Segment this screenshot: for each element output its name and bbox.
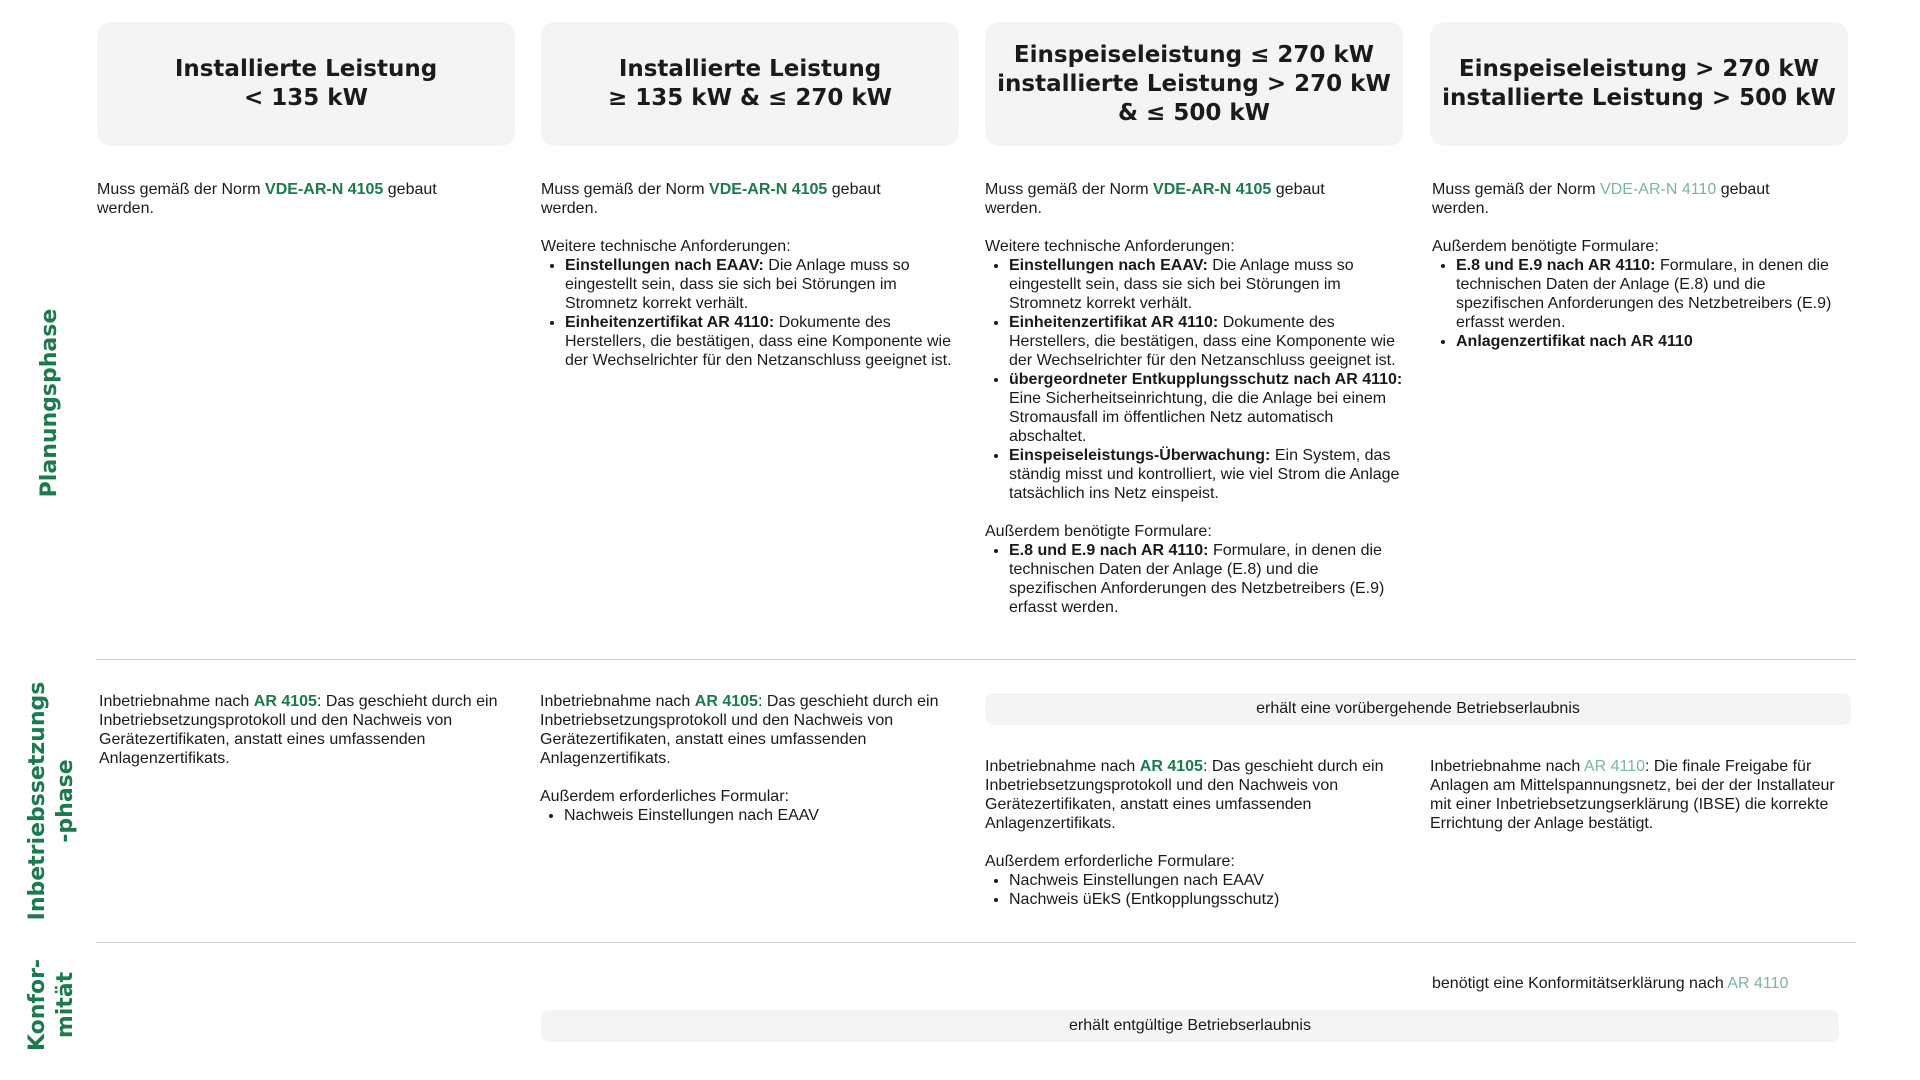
list-item: • Einheitenzertifikat AR 4110: Dokumente des Herstellers, die bestätigen, dass eine Komponente wie der Wechselrichter für den Netzanschluss geeignet ist. xyxy=(1009,313,1405,370)
list-item: • Einstellungen nach EAAV: Die Anlage muss so eingestellt sein, dass sie sich bei Störungen im Stromnetz korrekt verhält. xyxy=(1009,256,1405,313)
column-header-4 xyxy=(1430,22,1848,146)
list-item: • E.8 und E.9 nach AR 4110: Formulare, in denen die technischen Daten der Anlage (E.8) und die spezifischen Anforderungen des Netzbetreibers (E.9) erfasst werden. xyxy=(1009,541,1405,617)
inbetrieb-cell-col4: Inbetriebnahme nach AR 4110: Die finale Freigabe für Anlagen am Mittelspannungsnetz, bei der der Installateur mit einer Inbetriebsetzungserklärung (IBSE) die korrekte Errichtung der Anlage bestätigt. xyxy=(1430,758,1835,832)
row-divider xyxy=(96,659,1856,660)
inbetrieb-cell-col2: Inbetriebnahme nach AR 4105: Das geschieht durch ein Inbetriebsetzungsprotokoll und den Nachweis von Gerätezertifikaten, anstatt eines umfassenden Anlagenzertifikats. Außerdem erforderliches Formular: • Nachweis Einstellungen nach EAAV xyxy=(540,692,960,825)
row-label-konformitaet: Konfor- mität xyxy=(25,958,78,1052)
column-header-line: Einspeiseleistung ≤ 270 kW xyxy=(1013,41,1375,68)
final-permit-banner: erhält entgültige Betriebserlaubnis xyxy=(541,1010,1839,1042)
list-item: • Einheitenzertifikat AR 4110: Dokumente des Herstellers, die bestätigen, dass eine Komponente wie der Wechselrichter für den Netzanschluss geeignet ist. xyxy=(565,313,961,370)
planung-cell-col1: Muss gemäß der Norm VDE-AR-N 4105 gebaut werden. xyxy=(97,181,437,217)
list-item: • Einspeiseleistungs-Überwachung: Ein System, das ständig misst und kontrolliert, wie viel Strom die Anlage tatsächlich ins Netz einspeist. xyxy=(1009,446,1405,503)
list-item: • E.8 und E.9 nach AR 4110: Formulare, in denen die technischen Daten der Anlage (E.8) und die spezifischen Anforderungen des Netzbetreibers (E.9) erfasst werden. xyxy=(1456,256,1852,332)
list-item: • Einstellungen nach EAAV: Die Anlage muss so eingestellt sein, dass sie sich bei Störungen im Stromnetz korrekt verhält. xyxy=(565,256,961,313)
list-item: • Nachweis Einstellungen nach EAAV xyxy=(1009,871,1405,890)
column-header-line: < 135 kW xyxy=(244,85,368,111)
column-header-line: Installierte Leistung xyxy=(618,56,882,82)
planung-cell-col3: Muss gemäß der Norm VDE-AR-N 4105 gebaut werden. Weitere technische Anforderungen: • Einstellungen nach EAAV: Die Anlage muss so eingestellt sein, dass sie sich bei Störungen im Stromnetz korrekt verhält. • Einheitenzertifikat AR 4110: Dokumente des Herstellers, die bestätigen, dass eine Komponente wie der Wechselrichter für den Netzanschluss geeignet ist. • übergeordneter Entkupplungsschutz nach AR 4110: Eine Sicherheitseinrichtung, die die Anlage bei einem Stromausfall im öffentlichen Netz automatisch abschaltet. • Einspeiseleistungs-Überwachung: Ein System, das ständig misst und kontrolliert, wie viel Strom die Anlage tatsächlich ins Netz einspeist. Außerdem benötigte Formulare: • E.8 und E.9 nach AR 4110: Formulare, in denen die technischen Daten der Anlage (E.8) und die spezifischen Anforderungen des Netzbetreibers (E.9) erfasst werden. xyxy=(985,180,1405,617)
konform-cell-col4: benötigt eine Konformitätserklärung nach AR 4110 xyxy=(1432,975,1789,992)
planung-cell-col4: Muss gemäß der Norm VDE-AR-N 4110 gebaut werden. Außerdem benötigte Formulare: • E.8 und E.9 nach AR 4110: Formulare, in denen die technischen Daten der Anlage (E.8) und die spezifischen Anforderungen des Netzbetreibers (E.9) erfasst werden. • Anlagenzertifikat nach AR 4110 xyxy=(1432,180,1852,351)
list-item: • übergeordneter Entkupplungsschutz nach AR 4110: Eine Sicherheitseinrichtung, die die Anlage bei einem Stromausfall im öffentlichen Netz automatisch abschaltet. xyxy=(1009,370,1405,446)
column-header-line: ≥ 135 kW & ≤ 270 kW xyxy=(608,85,892,111)
column-header-3 xyxy=(985,22,1403,146)
column-header-line: Installierte Leistung xyxy=(174,56,438,82)
column-header-1 xyxy=(97,22,515,146)
inbetrieb-cell-col3: Inbetriebnahme nach AR 4105: Das geschieht durch ein Inbetriebsetzungsprotokoll und den Nachweis von Gerätezertifikaten, anstatt eines umfassenden Anlagenzertifikats. Außerdem erforderliche Formulare: • Nachweis Einstellungen nach EAAV • Nachweis üEkS (Entkopplungsschutz) xyxy=(985,757,1405,909)
row-divider xyxy=(96,942,1856,943)
column-header-2 xyxy=(541,22,959,146)
list-item: • Anlagenzertifikat nach AR 4110 xyxy=(1456,332,1852,351)
column-header-line: Einspeiseleistung > 270 kW xyxy=(1458,56,1820,82)
inbetrieb-cell-col1: Inbetriebnahme nach AR 4105: Das geschieht durch ein Inbetriebsetzungsprotokoll und den Nachweis von Gerätezertifikaten, anstatt eines umfassenden Anlagenzertifikats. xyxy=(99,693,498,767)
column-header-line: & ≤ 500 kW xyxy=(1117,99,1271,126)
planung-cell-col2: Muss gemäß der Norm VDE-AR-N 4105 gebaut werden. Weitere technische Anforderungen: • Einstellungen nach EAAV: Die Anlage muss so eingestellt sein, dass sie sich bei Störungen im Stromnetz korrekt verhält. • Einheitenzertifikat AR 4110: Dokumente des Herstellers, die bestätigen, dass eine Komponente wie der Wechselrichter für den Netzanschluss geeignet ist. xyxy=(541,180,961,370)
column-header-line: installierte Leistung > 500 kW xyxy=(1442,85,1836,111)
temporary-permit-banner: erhält eine vorübergehende Betriebserlaubnis xyxy=(985,693,1851,725)
row-label-planungsphase: Planungsphase xyxy=(37,308,62,498)
column-header-line: installierte Leistung > 270 kW xyxy=(997,70,1391,97)
list-item: • Nachweis üEkS (Entkopplungsschutz) xyxy=(1009,890,1405,909)
row-label-inbetriebsetzungsphase: Inbetriebssetzungs -phase xyxy=(25,681,78,921)
list-item: • Nachweis Einstellungen nach EAAV xyxy=(564,806,960,825)
